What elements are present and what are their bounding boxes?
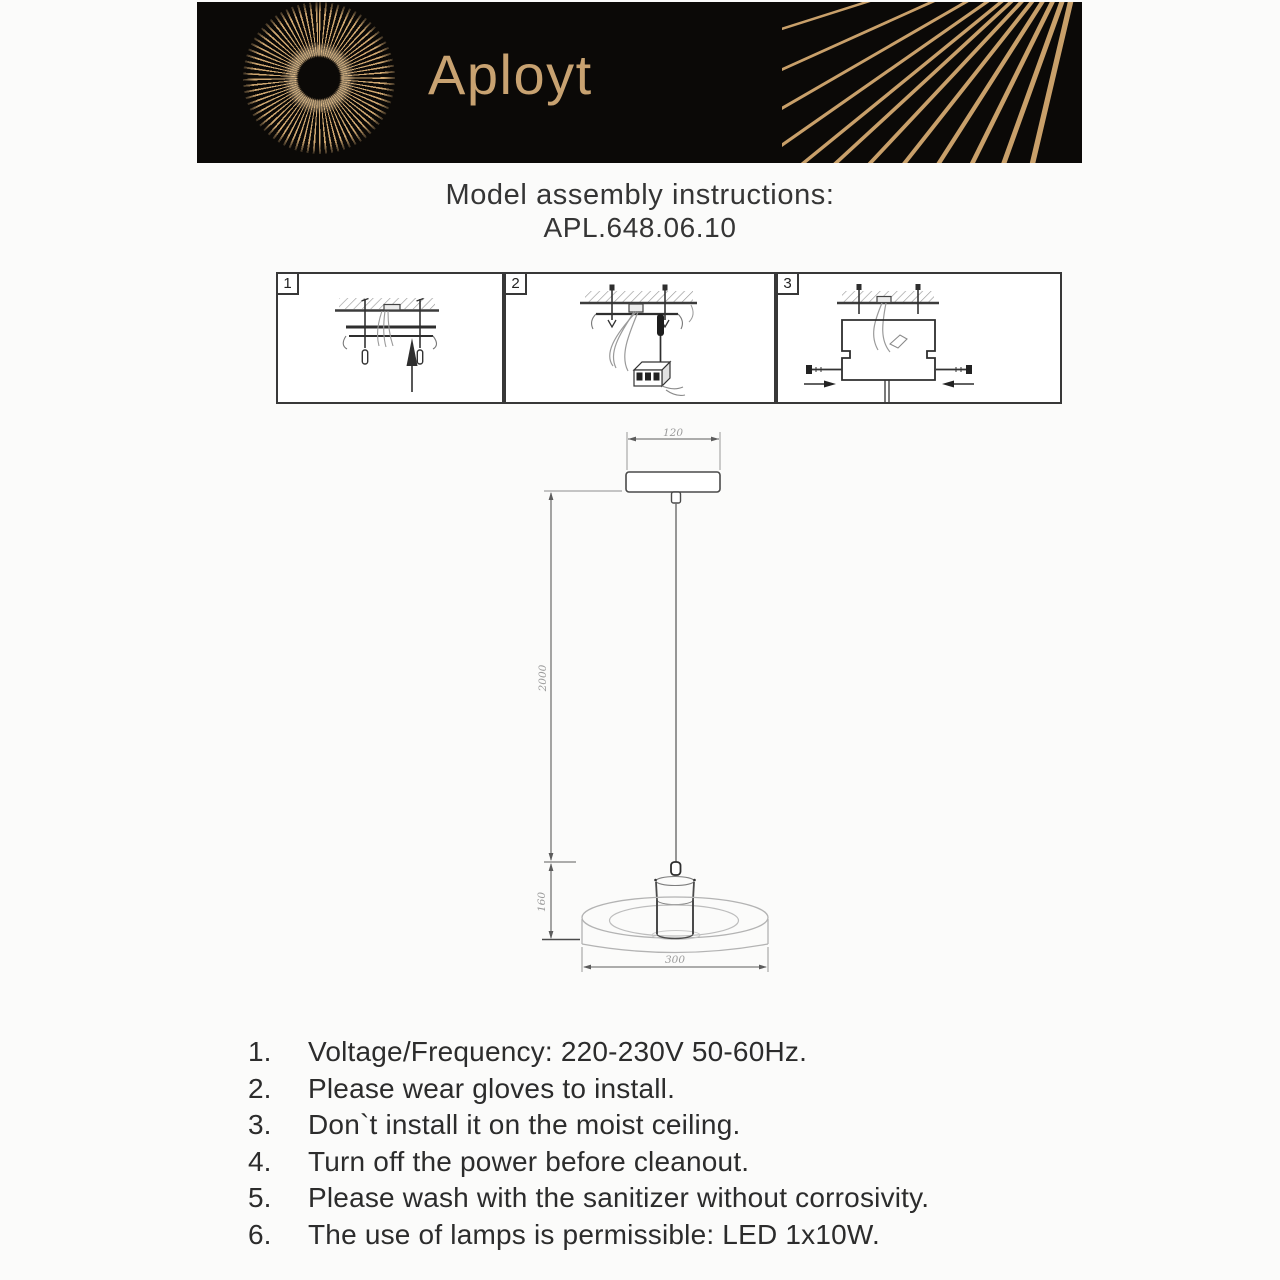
step-number: 2 [504, 272, 527, 295]
instruction-item [248, 1034, 1188, 1071]
page-title: Model assembly instructions: [445, 179, 835, 211]
instruction-text: Voltage/Frequency: 220-230V 50-60Hz. [308, 1036, 808, 1067]
instructions-list [248, 1034, 1188, 1253]
lamp-dimension-drawing [520, 420, 790, 995]
brand-name: Aployt [428, 43, 593, 106]
sunburst-logo-icon [243, 2, 395, 154]
instruction-text: Turn off the power before cleanout. [308, 1145, 750, 1177]
model-number: APL.648.06.10 [543, 212, 737, 243]
step-2-diagram [506, 274, 774, 402]
instruction-text: Please wash with the sanitizer without corrosivity. [308, 1182, 930, 1213]
dimension-shade-height: 160 [536, 891, 548, 913]
dimension-suspension-length: 2000 [537, 664, 549, 692]
step-2-panel [504, 272, 776, 404]
instruction-number: 5. [248, 1182, 272, 1213]
instruction-text: The use of lamps is permissible: LED 1x10W. [308, 1218, 880, 1250]
instruction-number: 4. [248, 1145, 272, 1177]
dimension-shade-diameter: 300 [664, 954, 686, 966]
dimension-canopy-width: 120 [662, 427, 684, 439]
instruction-item [248, 1107, 1188, 1144]
instruction-item [248, 1071, 1188, 1108]
instruction-item [248, 1180, 1188, 1217]
instruction-item [248, 1217, 1188, 1254]
instruction-number: 2. [248, 1072, 272, 1104]
assembly-steps-strip [276, 272, 1062, 404]
instruction-number: 3. [248, 1109, 272, 1140]
step-number: 1 [276, 272, 299, 295]
step-1-panel [276, 272, 504, 404]
instruction-text: Don`t install it on the moist ceiling. [308, 1109, 741, 1140]
step-number: 3 [776, 272, 799, 295]
instruction-text: Please wear gloves to install. [308, 1072, 676, 1104]
instruction-item [248, 1144, 1188, 1181]
step-1-diagram [278, 274, 502, 402]
brand-banner [197, 2, 1082, 163]
step-3-panel [776, 272, 1062, 404]
step-3-diagram [778, 274, 1060, 402]
rays-decoration-icon [782, 2, 1082, 163]
instruction-number: 6. [248, 1218, 272, 1250]
instruction-number: 1. [248, 1036, 272, 1067]
